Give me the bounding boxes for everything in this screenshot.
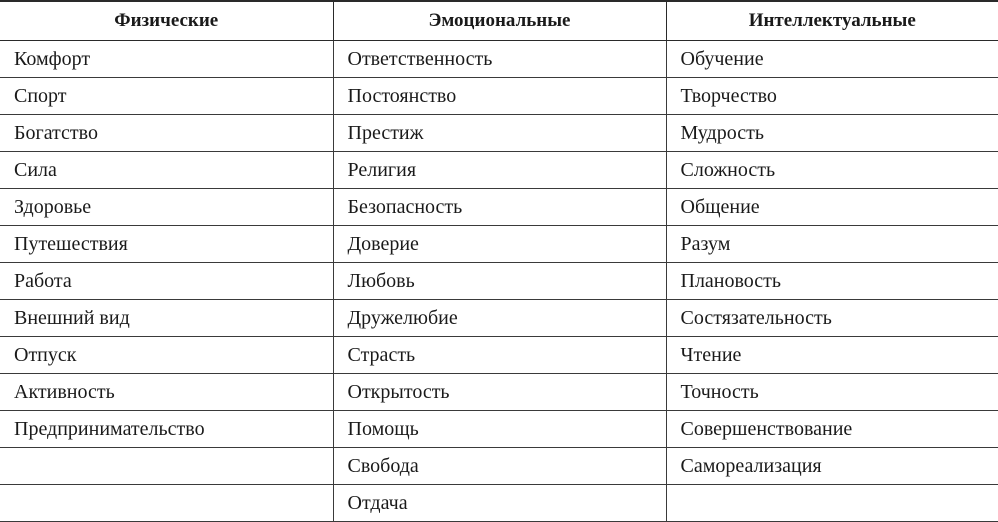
cell-emotional: Свобода bbox=[333, 448, 666, 485]
header-row bbox=[0, 1, 998, 41]
table-body bbox=[0, 41, 998, 522]
cell-emotional: Постоянство bbox=[333, 78, 666, 115]
table-row bbox=[0, 448, 998, 485]
cell-emotional: Ответственность bbox=[333, 41, 666, 78]
cell-emotional: Доверие bbox=[333, 226, 666, 263]
table-row bbox=[0, 189, 998, 226]
cell-intellectual: Общение bbox=[666, 189, 998, 226]
cell-physical: Предпринимательство bbox=[0, 411, 333, 448]
table-row bbox=[0, 337, 998, 374]
cell-physical: Отпуск bbox=[0, 337, 333, 374]
table-row bbox=[0, 41, 998, 78]
table-row bbox=[0, 78, 998, 115]
cell-physical: Внешний вид bbox=[0, 300, 333, 337]
cell-emotional: Отдача bbox=[333, 485, 666, 522]
cell-emotional: Религия bbox=[333, 152, 666, 189]
table-row bbox=[0, 374, 998, 411]
cell-intellectual: Мудрость bbox=[666, 115, 998, 152]
cell-physical: Комфорт bbox=[0, 41, 333, 78]
cell-emotional: Дружелюбие bbox=[333, 300, 666, 337]
cell-emotional: Престиж bbox=[333, 115, 666, 152]
cell-physical: Сила bbox=[0, 152, 333, 189]
cell-emotional: Безопасность bbox=[333, 189, 666, 226]
cell-physical: Работа bbox=[0, 263, 333, 300]
cell-intellectual: Самореализация bbox=[666, 448, 998, 485]
header-physical: Физические bbox=[0, 1, 333, 41]
cell-intellectual: Сложность bbox=[666, 152, 998, 189]
header-emotional: Эмоциональные bbox=[333, 1, 666, 41]
table-row bbox=[0, 152, 998, 189]
table-row bbox=[0, 226, 998, 263]
cell-emotional: Любовь bbox=[333, 263, 666, 300]
cell-intellectual bbox=[666, 485, 998, 522]
cell-intellectual: Состязательность bbox=[666, 300, 998, 337]
cell-emotional: Помощь bbox=[333, 411, 666, 448]
cell-physical bbox=[0, 448, 333, 485]
cell-intellectual: Творчество bbox=[666, 78, 998, 115]
table-row bbox=[0, 263, 998, 300]
cell-intellectual: Чтение bbox=[666, 337, 998, 374]
cell-intellectual: Точность bbox=[666, 374, 998, 411]
cell-physical bbox=[0, 485, 333, 522]
header-intellectual: Интеллектуальные bbox=[666, 1, 998, 41]
cell-emotional: Страсть bbox=[333, 337, 666, 374]
cell-physical: Здоровье bbox=[0, 189, 333, 226]
cell-physical: Богатство bbox=[0, 115, 333, 152]
table-row bbox=[0, 485, 998, 522]
cell-intellectual: Разум bbox=[666, 226, 998, 263]
table-row bbox=[0, 411, 998, 448]
cell-intellectual: Совершенствование bbox=[666, 411, 998, 448]
cell-intellectual: Обучение bbox=[666, 41, 998, 78]
cell-intellectual: Плановость bbox=[666, 263, 998, 300]
cell-emotional: Открытость bbox=[333, 374, 666, 411]
table-row bbox=[0, 300, 998, 337]
cell-physical: Путешествия bbox=[0, 226, 333, 263]
cell-physical: Активность bbox=[0, 374, 333, 411]
cell-physical: Спорт bbox=[0, 78, 333, 115]
table-row bbox=[0, 115, 998, 152]
